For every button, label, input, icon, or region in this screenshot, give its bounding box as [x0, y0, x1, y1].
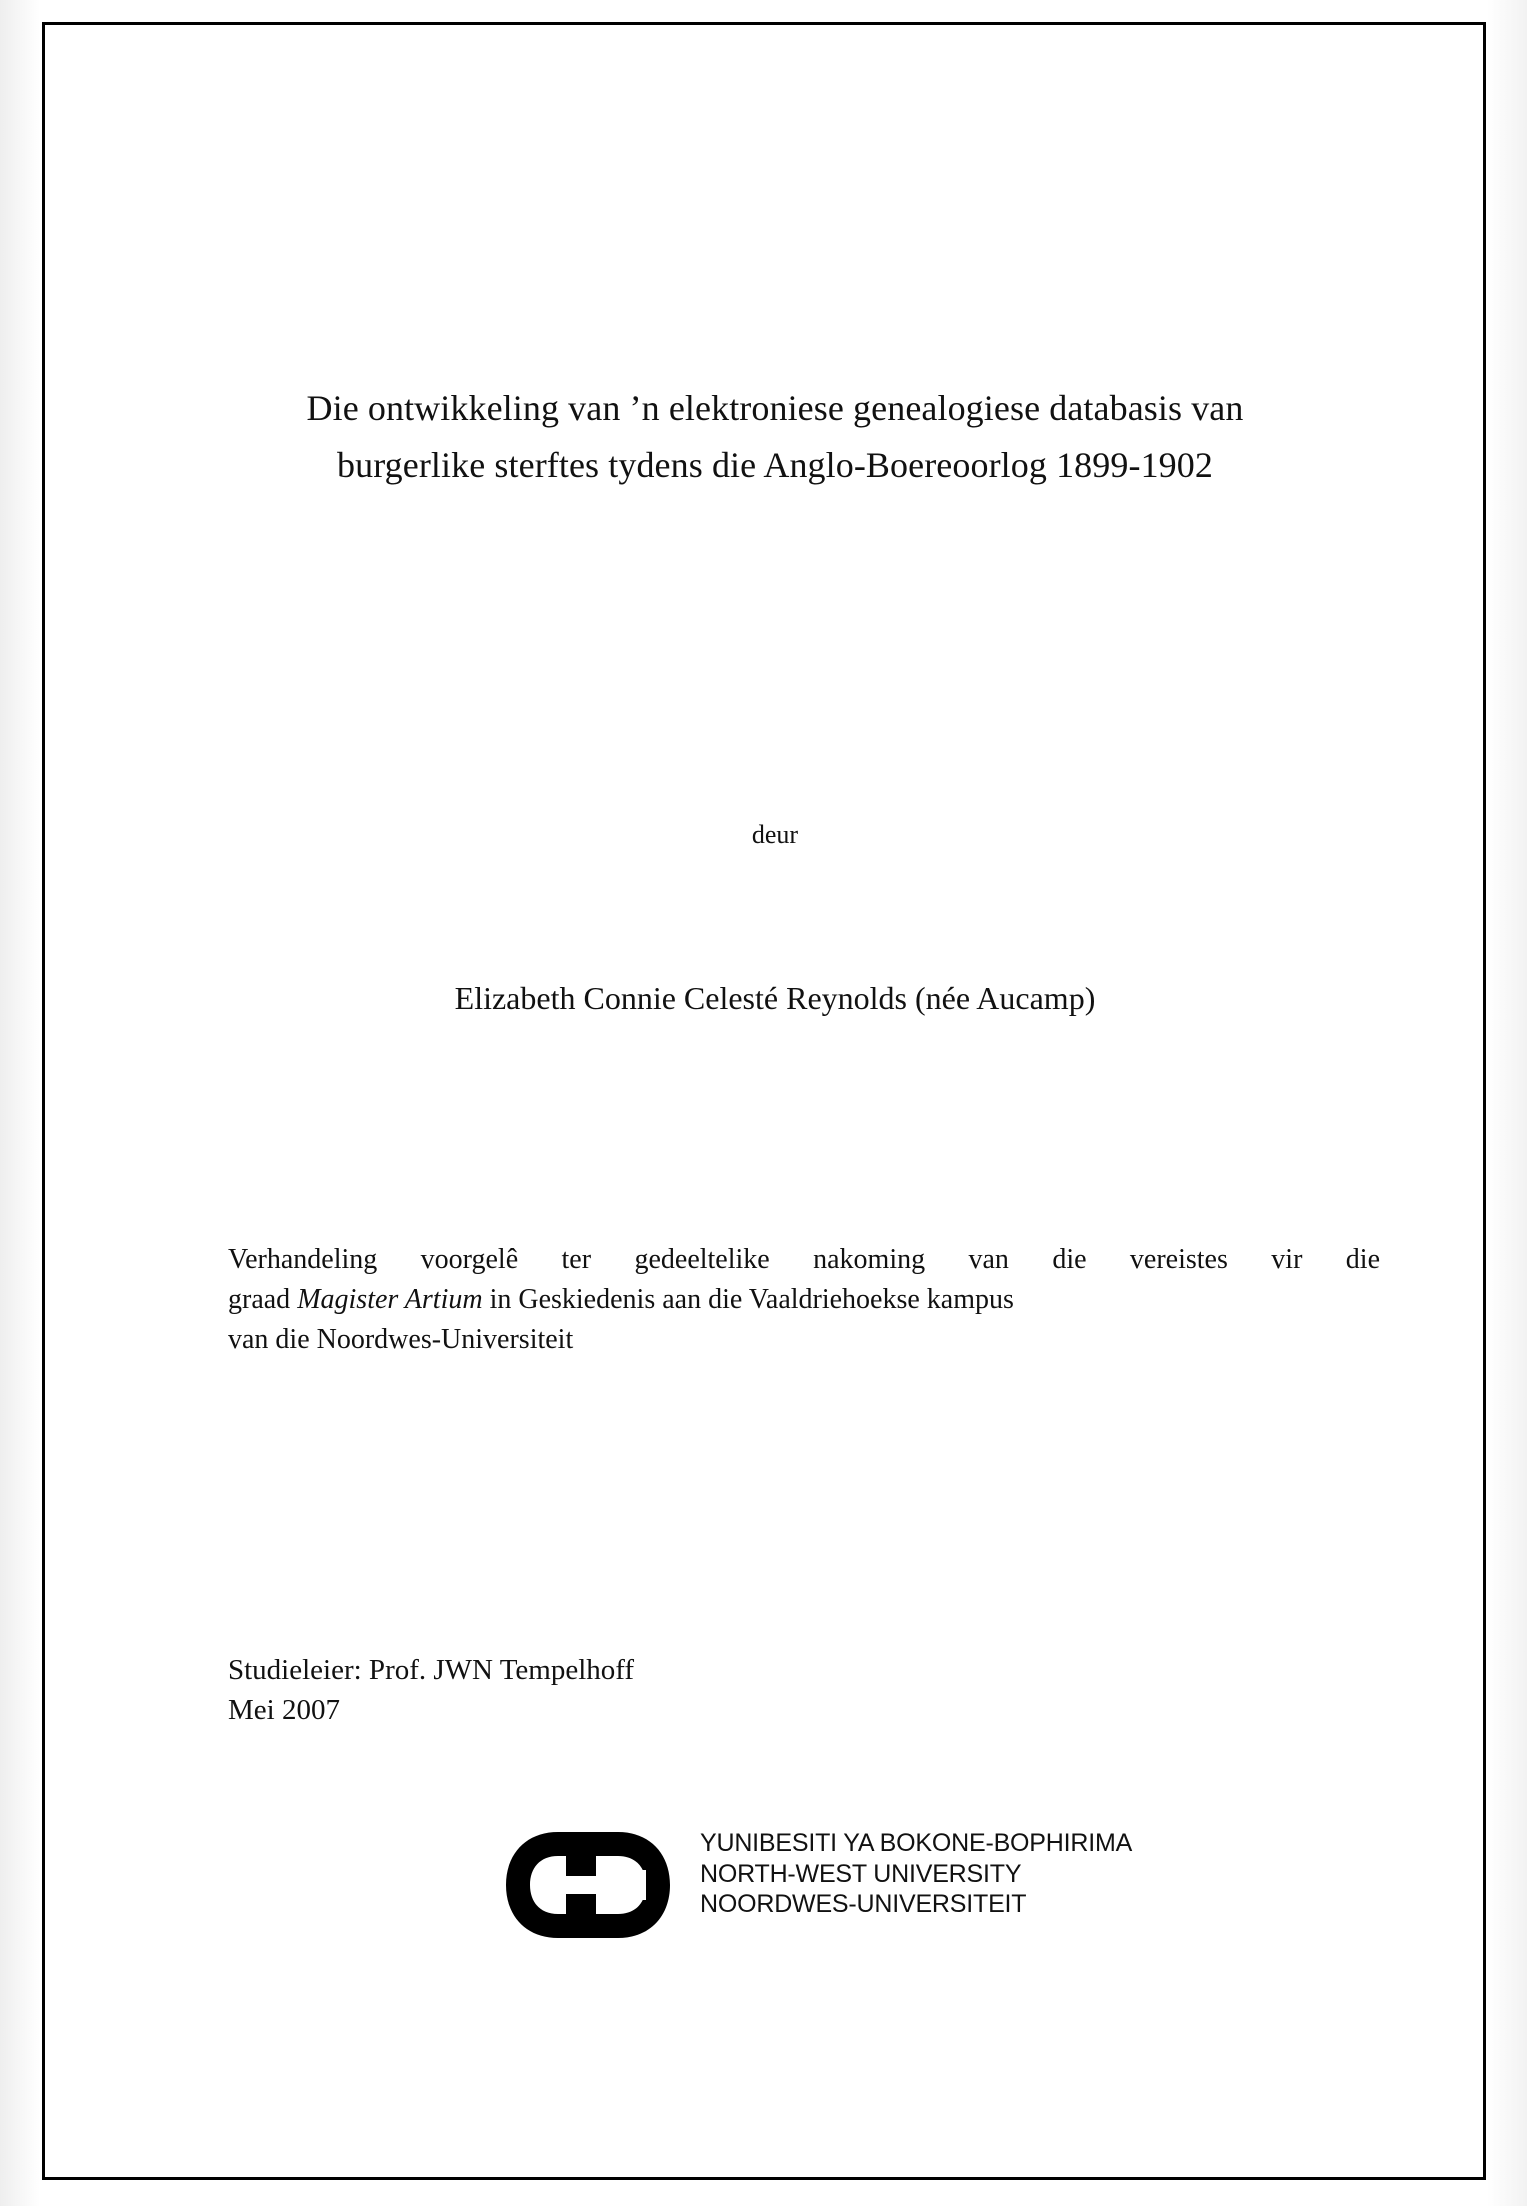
logo-text-line-2: NORTH-WEST UNIVERSITY	[700, 1859, 1022, 1888]
supervisor-line: Studieleier: Prof. JWN Tempelhoff	[228, 1654, 635, 1686]
logo-text-line-1: YUNIBESITI YA BOKONE-BOPHIRIMA	[700, 1829, 1133, 1857]
university-logo-text	[700, 1828, 1132, 1920]
supervisor-block	[228, 1650, 1128, 1730]
university-logo	[500, 1820, 1140, 1950]
title-line-1: Die ontwikkeling van ’n elektroniese genealogiese databasis van	[306, 388, 1244, 428]
degree-statement-line-3: van die Noordwes-Universiteit	[228, 1323, 574, 1355]
author-name: Elizabeth Connie Celesté Reynolds (née Aucamp)	[454, 980, 1096, 1016]
degree-statement	[228, 1240, 1380, 1359]
degree-statement-line-2-prefix: graad	[228, 1283, 298, 1315]
page-edge-shading-left	[0, 0, 40, 2206]
degree-statement-line-2-suffix: in Geskiedenis aan die Vaaldriehoekse kampus	[482, 1283, 1014, 1315]
degree-statement-line-1: Verhandeling voorgelê ter gedeeltelike nakoming van die vereistes vir die	[228, 1244, 1380, 1275]
degree-statement-line-2	[228, 1280, 1380, 1320]
logo-text-line-3: NOORDWES-UNIVERSITEIT	[700, 1890, 1027, 1918]
page-edge-shading-right	[1487, 0, 1527, 2206]
byline-label: deur	[751, 820, 799, 849]
page-border-frame	[42, 22, 1486, 2180]
date-line: Mei 2007	[228, 1694, 340, 1727]
degree-name-italic: Magister Artium	[297, 1283, 483, 1315]
title-line-2: burgerlike sterftes tydens die Anglo-Boereoorlog 1899-1902	[337, 444, 1213, 485]
north-west-university-logo-icon	[500, 1826, 690, 1944]
page-title	[195, 380, 1355, 494]
page-content	[45, 25, 1483, 2177]
